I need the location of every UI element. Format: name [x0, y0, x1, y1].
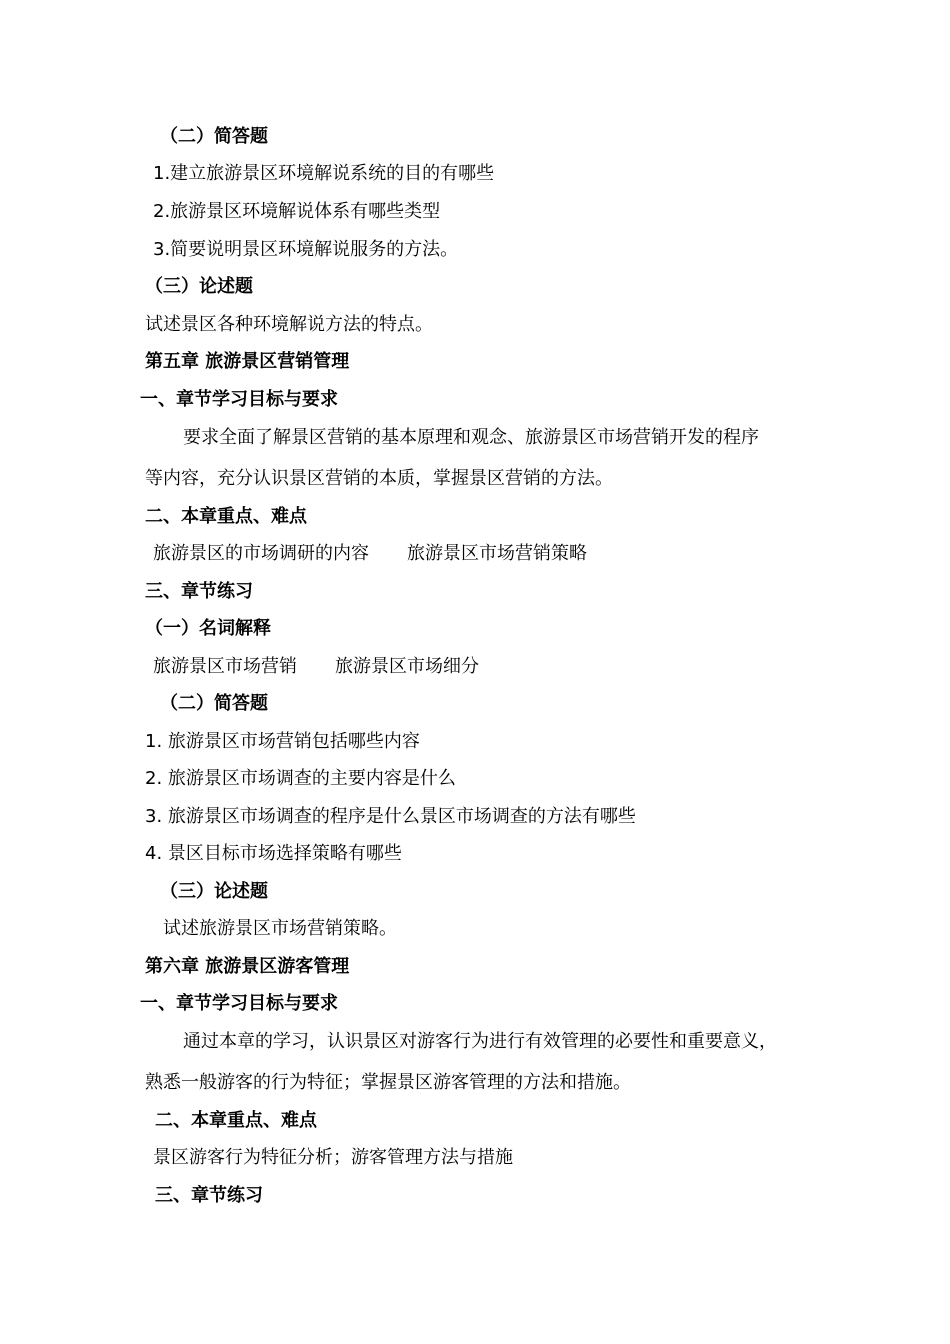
- paragraph-line: 等内容，充分认识景区营销的本质，掌握景区营销的方法。: [145, 468, 613, 489]
- term: 旅游景区市场细分: [335, 656, 479, 677]
- question-item: 2. 旅游景区市场调查的主要内容是什么: [145, 768, 456, 789]
- term: 旅游景区市场营销: [153, 656, 297, 677]
- section-heading-terms: （一）名词解释: [145, 618, 271, 639]
- key-points-line: 景区游客行为特征分析；游客管理方法与措施: [153, 1147, 513, 1168]
- section-heading-short-answer: （二）简答题: [160, 126, 268, 147]
- paragraph-line: 通过本章的学习，认识景区对游客行为进行有效管理的必要性和重要意义，: [183, 1031, 777, 1052]
- essay-question: 试述景区各种环境解说方法的特点。: [145, 314, 433, 335]
- key-point: 旅游景区市场营销策略: [407, 543, 587, 564]
- question-item: 1. 旅游景区市场营销包括哪些内容: [145, 731, 420, 752]
- essay-question: 试述旅游景区市场营销策略。: [163, 918, 397, 939]
- section-heading-essay: （三）论述题: [145, 276, 253, 297]
- section-heading-short-answer: （二）简答题: [160, 693, 268, 714]
- key-points-line: [153, 542, 587, 566]
- question-item: 1.建立旅游景区环境解说系统的目的有哪些: [153, 163, 495, 184]
- question-item: 2.旅游景区环境解说体系有哪些类型: [153, 201, 441, 222]
- section-heading-essay: （三）论述题: [160, 881, 268, 902]
- key-point: 旅游景区的市场调研的内容: [153, 543, 369, 564]
- terms-line: [153, 655, 479, 679]
- section-heading-key-points: 二、本章重点、难点: [145, 506, 307, 527]
- question-item: 3.简要说明景区环境解说服务的方法。: [153, 239, 459, 260]
- section-heading-objectives: 一、章节学习目标与要求: [140, 993, 338, 1014]
- section-heading-key-points: 二、本章重点、难点: [155, 1110, 317, 1131]
- chapter-title: 第六章 旅游景区游客管理: [145, 956, 350, 977]
- paragraph-line: 熟悉一般游客的行为特征；掌握景区游客管理的方法和措施。: [145, 1072, 631, 1093]
- section-heading-exercises: 三、章节练习: [145, 581, 253, 602]
- section-heading-exercises: 三、章节练习: [155, 1185, 263, 1206]
- question-item: 4. 景区目标市场选择策略有哪些: [145, 843, 402, 864]
- paragraph-line: 要求全面了解景区营销的基本原理和观念、旅游景区市场营销开发的程序: [183, 427, 759, 448]
- section-heading-objectives: 一、章节学习目标与要求: [140, 389, 338, 410]
- question-item: 3. 旅游景区市场调查的程序是什么景区市场调查的方法有哪些: [145, 806, 636, 827]
- chapter-title: 第五章 旅游景区营销管理: [145, 351, 350, 372]
